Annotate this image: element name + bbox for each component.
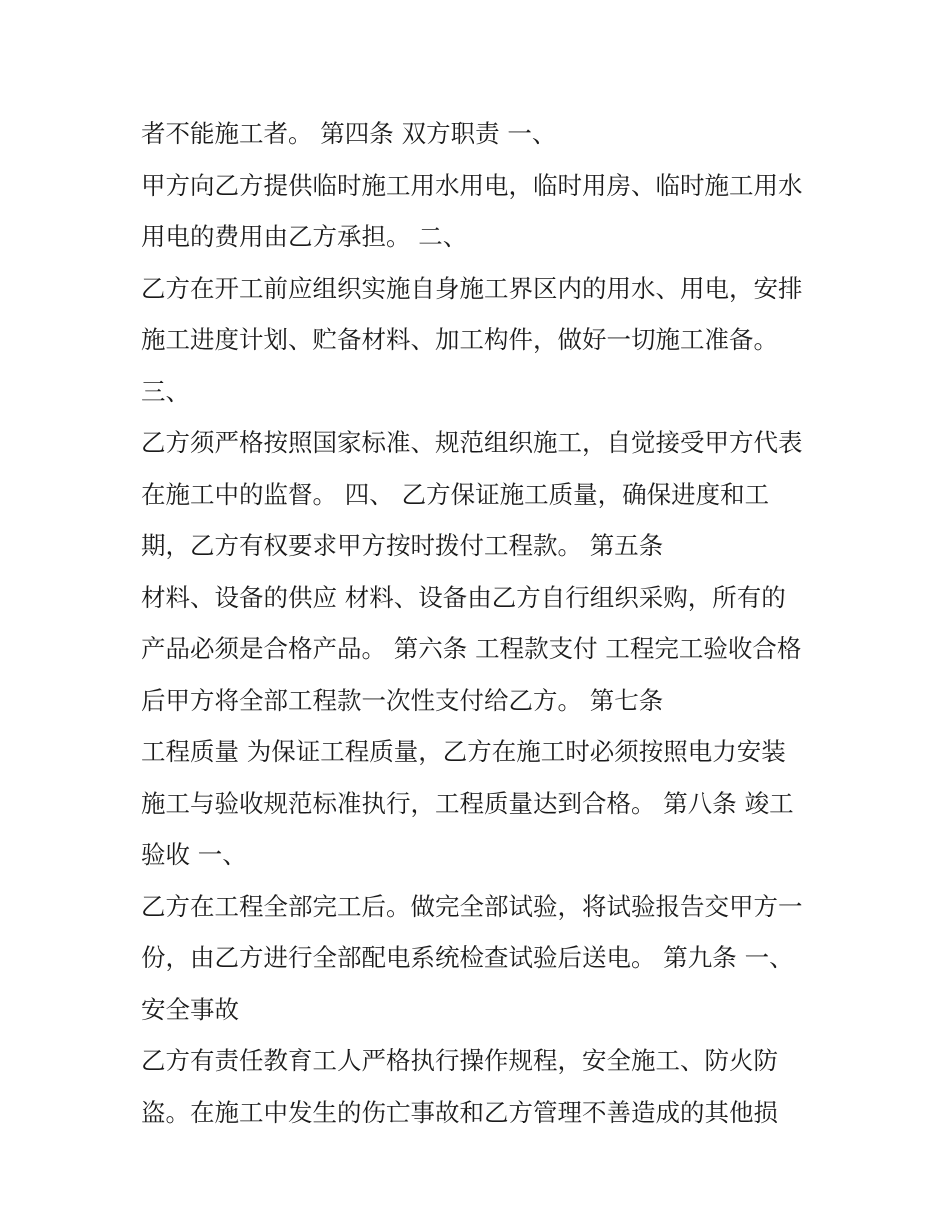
contract-body-text <box>141 108 841 1138</box>
text-line: 产品必须是合格产品。 第六条 工程款支付 工程完工验收合格 <box>141 634 802 663</box>
text-line: 施工进度计划、贮备材料、加工构件，做好一切施工准备。 <box>141 325 778 354</box>
text-line: 乙方在开工前应组织实施自身施工界区内的用水、用电，安排 <box>141 273 803 303</box>
text-line: 期，乙方有权要求甲方按时拨付工程款。 第五条 <box>141 531 664 560</box>
text-line: 施工与验收规范标准执行，工程质量达到合格。 第八条 竣工 <box>141 788 794 818</box>
text-line: 乙方在工程全部完工后。做完全部试验，将试验报告交甲方一 <box>141 891 803 921</box>
text-line: 在施工中的监督。 四、 乙方保证施工质量，确保进度和工 <box>141 479 770 509</box>
text-line: 份，由乙方进行全部配电系统检查试验后送电。 第九条 一、 <box>141 943 794 972</box>
text-line: 用电的费用由乙方承担。 二、 <box>141 222 468 251</box>
text-line: 三、 <box>141 376 190 406</box>
text-line: 乙方须严格按照国家标准、规范组织施工，自觉接受甲方代表 <box>141 428 803 457</box>
text-line: 盗。在施工中发生的伤亡事故和乙方管理不善造成的其他损 <box>141 1097 778 1127</box>
text-line: 验收 一、 <box>141 840 247 869</box>
text-line: 后甲方将全部工程款一次性支付给乙方。 第七条 <box>141 685 664 715</box>
text-line: 安全事故 <box>141 994 239 1024</box>
text-line: 材料、设备的供应 材料、设备由乙方自行组织采购，所有的 <box>141 582 786 612</box>
text-line: 甲方向乙方提供临时施工用水用电，临时用房、临时施工用水 <box>141 170 803 200</box>
text-line: 者不能施工者。 第四条 双方职责 一、 <box>141 119 557 148</box>
text-line: 乙方有责任教育工人严格执行操作规程，安全施工、防火防 <box>141 1046 778 1075</box>
text-line: 工程质量 为保证工程质量，乙方在施工时必须按照电力安装 <box>141 737 786 766</box>
